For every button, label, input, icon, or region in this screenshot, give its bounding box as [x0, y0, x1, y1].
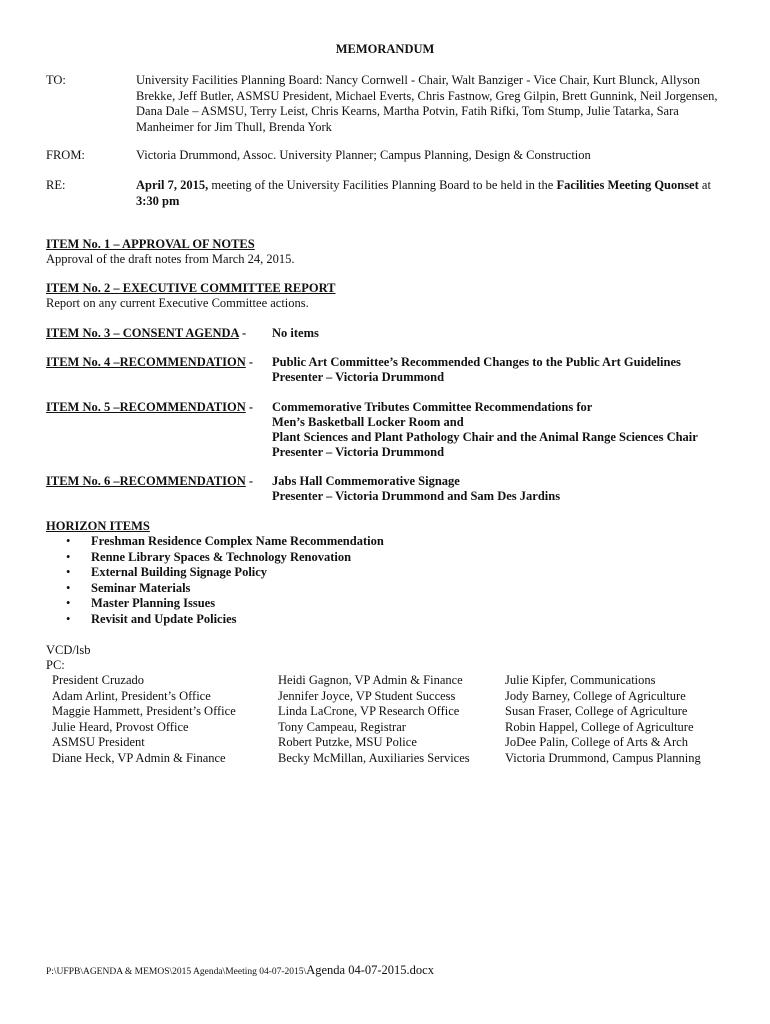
- item5-dash: -: [245, 400, 254, 414]
- list-item: Adam Arlint, President’s Office: [52, 688, 211, 703]
- from-value: Victoria Drummond, Assoc. University Planner; Campus Planning, Design & Construction: [136, 148, 591, 162]
- list-item: • Seminar Materials: [66, 580, 191, 595]
- item4-line2: Presenter – Victoria Drummond: [272, 370, 445, 384]
- meeting-location: Facilities Meeting Quonset: [556, 178, 699, 192]
- bullet-icon: •: [66, 549, 71, 564]
- meeting-time: 3:30 pm: [136, 193, 180, 208]
- item6-line1: Jabs Hall Commemorative Signage: [272, 474, 460, 488]
- list-item: President Cruzado: [52, 673, 144, 687]
- re-label: RE:: [46, 178, 66, 192]
- list-item: Jennifer Joyce, VP Student Success: [278, 688, 456, 703]
- item4-heading: ITEM No. 4 –RECOMMENDATION: [46, 355, 246, 369]
- list-item: Maggie Hammett, President’s Office: [52, 704, 236, 718]
- horizon-list: [46, 534, 546, 627]
- list-item: JoDee Palin, College of Arts & Arch: [505, 735, 688, 749]
- item3-heading-row: [46, 326, 246, 342]
- item2-text: Report on any current Executive Committee actions.: [46, 296, 309, 310]
- list-item: ASMSU President: [52, 735, 145, 749]
- pc-column-3: [505, 673, 735, 766]
- file-path: P:\UFPB\AGENDA & MEMOS\2015 Agenda\Meeting 04-07-2015\: [46, 967, 307, 977]
- horizon-heading: HORIZON ITEMS: [46, 519, 150, 533]
- item6-dash: -: [245, 474, 254, 488]
- list-item: Jody Barney, College of Agriculture: [505, 688, 686, 703]
- bullet-icon: •: [66, 596, 71, 610]
- bullet-icon: •: [66, 611, 71, 626]
- file-name: Agenda 04-07-2015.docx: [306, 963, 434, 977]
- bullet-icon: •: [66, 565, 71, 579]
- re-value: [136, 178, 730, 209]
- item3-heading: ITEM No. 3 – CONSENT AGENDA: [46, 326, 239, 340]
- item5-line2: Men’s Basketball Locker Room and: [272, 415, 464, 429]
- list-item: Susan Fraser, College of Agriculture: [505, 704, 688, 718]
- list-item: Julie Heard, Provost Office: [52, 719, 189, 734]
- list-item: Robin Happel, College of Agriculture: [505, 719, 694, 734]
- item1-text: Approval of the draft notes from March 24, 2015.: [46, 252, 295, 266]
- from-label: FROM:: [46, 148, 85, 162]
- bullet-icon: •: [66, 534, 71, 548]
- pc-column-1: [52, 673, 282, 766]
- item6-line2: Presenter – Victoria Drummond and Sam Des Jardins: [272, 489, 561, 503]
- item1-heading: ITEM No. 1 – APPROVAL OF NOTES: [46, 237, 255, 251]
- item5-line3: Plant Sciences and Plant Pathology Chair and the Animal Range Sciences Chair: [272, 430, 698, 444]
- list-item: • Revisit and Update Policies: [66, 611, 237, 626]
- list-item: Heidi Gagnon, VP Admin & Finance: [278, 673, 463, 687]
- list-item: • Renne Library Spaces & Technology Renovation: [66, 549, 352, 564]
- bullet-icon: •: [66, 580, 71, 595]
- pc-column-2: [278, 673, 508, 766]
- item4-heading-row: [46, 355, 253, 371]
- list-item: Victoria Drummond, Campus Planning: [505, 750, 701, 765]
- item4-line1: Public Art Committee’s Recommended Changes to the Public Art Guidelines: [272, 355, 681, 369]
- item2-heading: ITEM No. 2 – EXECUTIVE COMMITTEE REPORT: [46, 281, 336, 295]
- item5-heading-row: [46, 400, 253, 416]
- list-item: Diane Heck, VP Admin & Finance: [52, 750, 226, 765]
- list-item: Julie Kipfer, Communications: [505, 673, 656, 687]
- list-item: Robert Putzke, MSU Police: [278, 735, 417, 749]
- list-item: • Freshman Residence Complex Name Recommendation: [66, 534, 384, 548]
- horizon-list-wrap: [46, 534, 546, 627]
- file-path-footer: [46, 963, 434, 981]
- item5-heading: ITEM No. 5 –RECOMMENDATION: [46, 400, 246, 414]
- pc-label: PC:: [46, 658, 65, 672]
- item6-heading-row: [46, 474, 253, 490]
- item4-dash: -: [245, 355, 254, 369]
- list-item: • External Building Signage Policy: [66, 565, 268, 579]
- list-item: Linda LaCrone, VP Research Office: [278, 704, 460, 718]
- re-text: meeting of the University Facilities Planning Board to be held in the: [208, 178, 557, 192]
- list-item: Tony Campeau, Registrar: [278, 719, 406, 734]
- to-label: TO:: [46, 73, 66, 87]
- list-item: Becky McMillan, Auxiliaries Services: [278, 750, 470, 765]
- initials: VCD/lsb: [46, 643, 91, 657]
- re-at: at: [698, 178, 711, 192]
- list-item: • Master Planning Issues: [66, 596, 216, 610]
- item3-line1: No items: [272, 326, 319, 340]
- memo-title: MEMORANDUM: [335, 42, 435, 56]
- item3-dash: -: [238, 326, 247, 340]
- item5-line4: Presenter – Victoria Drummond: [272, 445, 445, 459]
- to-recipients: University Facilities Planning Board: Nancy Cornwell - Chair, Walt Banziger - Vice Chair, Kurt Blunck, Allyson Brekke, Jeff Butler, ASMSU President, Michael Everts, Chris Fastnow, Greg Gilpin, Brett Gunnink, Neil Jorgensen, Dana Dale – ASMSU, Terry Leist, Chris Kearns, Martha Potvin, Fatih Rifki, Tom Stump, Julie Tatarka, Sara Manheimer for Jim Thull, Brenda York: [136, 73, 718, 134]
- meeting-date: April 7, 2015,: [136, 178, 209, 192]
- item6-heading: ITEM No. 6 –RECOMMENDATION: [46, 474, 246, 488]
- item5-line1: Commemorative Tributes Committee Recommendations for: [272, 400, 593, 414]
